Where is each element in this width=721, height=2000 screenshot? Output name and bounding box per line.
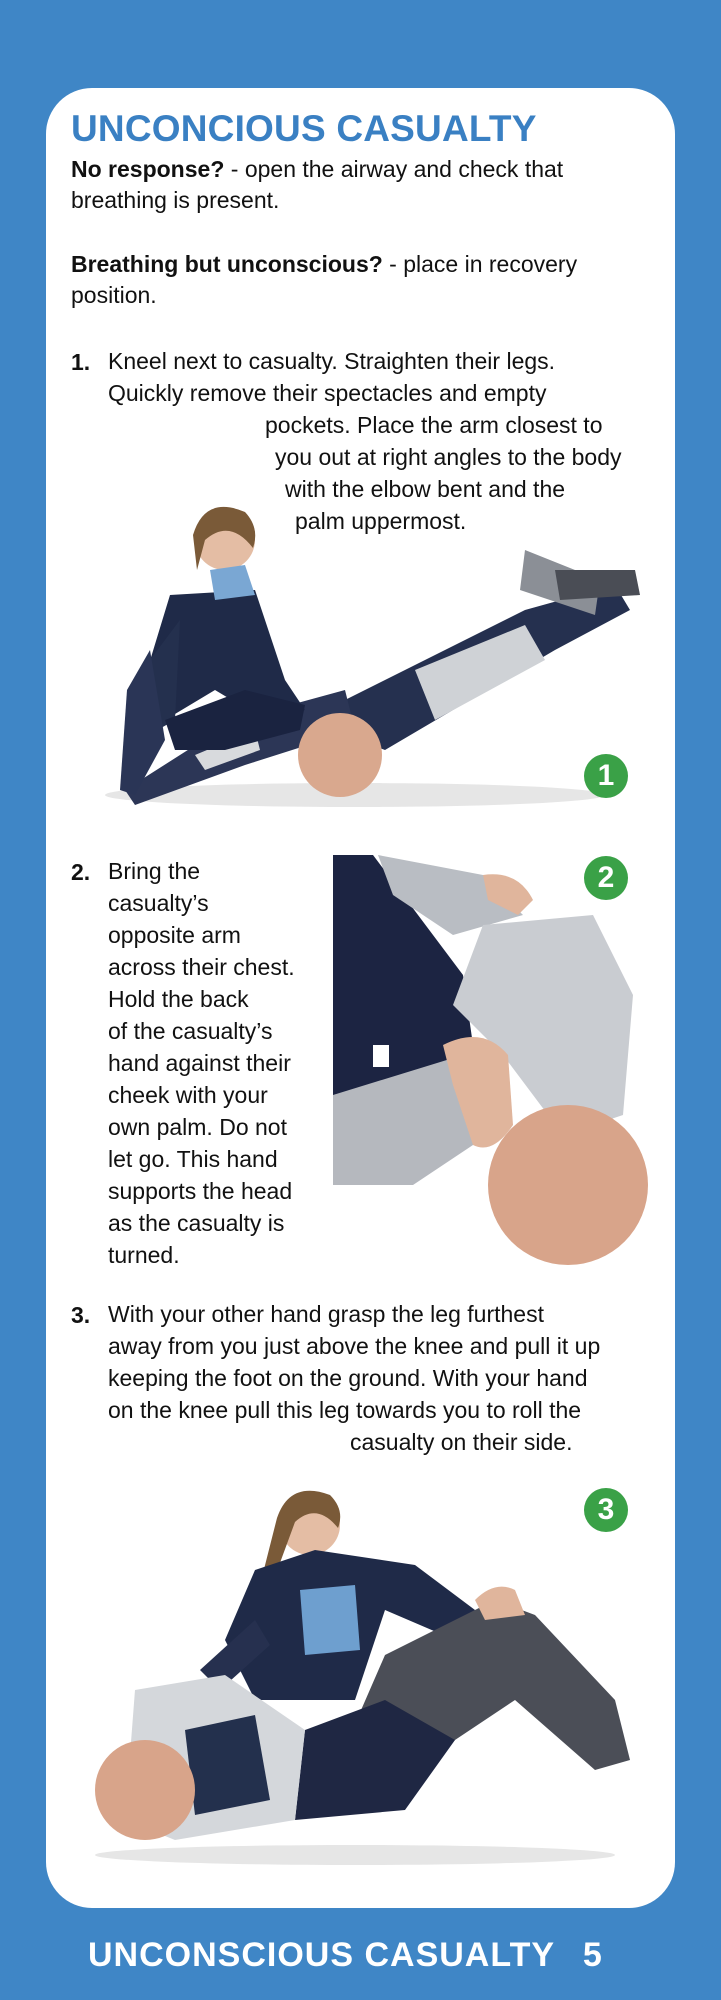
step-1-line: with the elbow bent and the: [285, 476, 566, 502]
no-response-label: No response?: [71, 156, 225, 182]
step-3-line: casualty on their side.: [350, 1429, 573, 1455]
step-2-line: cheek with your: [108, 1082, 268, 1108]
footer-label: UNCONSCIOUS CASUALTY: [88, 1936, 555, 1974]
step-3-photo: [55, 1440, 675, 1870]
step-2-line: supports the head: [108, 1178, 293, 1204]
step-2-number: 2.: [71, 859, 91, 885]
step-2-line: let go. This hand: [108, 1146, 278, 1172]
step-3-line: With your other hand grasp the leg furthest: [108, 1301, 544, 1327]
step-2-line: as the casualty is: [108, 1210, 285, 1236]
breathing-label: Breathing but unconscious?: [71, 251, 383, 277]
page-number: 5: [582, 1936, 603, 1974]
page-title: UNCONCIOUS CASUALTY: [71, 108, 537, 149]
step-3-line: on the knee pull this leg towards you to roll the: [108, 1397, 582, 1423]
step-1-line: pockets. Place the arm closest to: [265, 412, 603, 438]
breathing-text: - place in recovery position.: [71, 251, 578, 308]
step-2-line: casualty’s: [108, 890, 209, 916]
step-3-line: keeping the foot on the ground. With your hand: [108, 1365, 588, 1391]
step-2-line: turned.: [108, 1242, 180, 1268]
step-1-number: 1.: [71, 349, 91, 375]
footer: [88, 1936, 603, 1975]
intro-no-response: [71, 154, 651, 216]
no-response-text: - open the airway and check that breathing is present.: [71, 156, 564, 213]
step-2-line: across their chest.: [108, 954, 295, 980]
step-1-line: palm uppermost.: [295, 508, 467, 534]
step-1-photo: [55, 420, 670, 820]
step-3-number: 3.: [71, 1302, 91, 1328]
step-2-badge: 2: [584, 856, 628, 900]
step-1-line: Kneel next to casualty. Straighten their legs.: [108, 348, 556, 374]
step-3-badge: 3: [584, 1488, 628, 1532]
step-2-line: Bring the: [108, 858, 201, 884]
step-1-line: Quickly remove their spectacles and empty: [108, 380, 547, 406]
step-3-line: away from you just above the knee and pull it up: [108, 1333, 601, 1359]
step-2-line: of the casualty’s: [108, 1018, 273, 1044]
step-2-photo: [333, 855, 653, 1275]
step-1-badge: 1: [584, 754, 628, 798]
step-2-line: Hold the back: [108, 986, 249, 1012]
step-1-line: you out at right angles to the body: [275, 444, 622, 470]
step-2-line: own palm. Do not: [108, 1114, 287, 1140]
intro-breathing: [71, 249, 651, 311]
step-2-line: opposite arm: [108, 922, 241, 948]
step-2-line: hand against their: [108, 1050, 291, 1076]
